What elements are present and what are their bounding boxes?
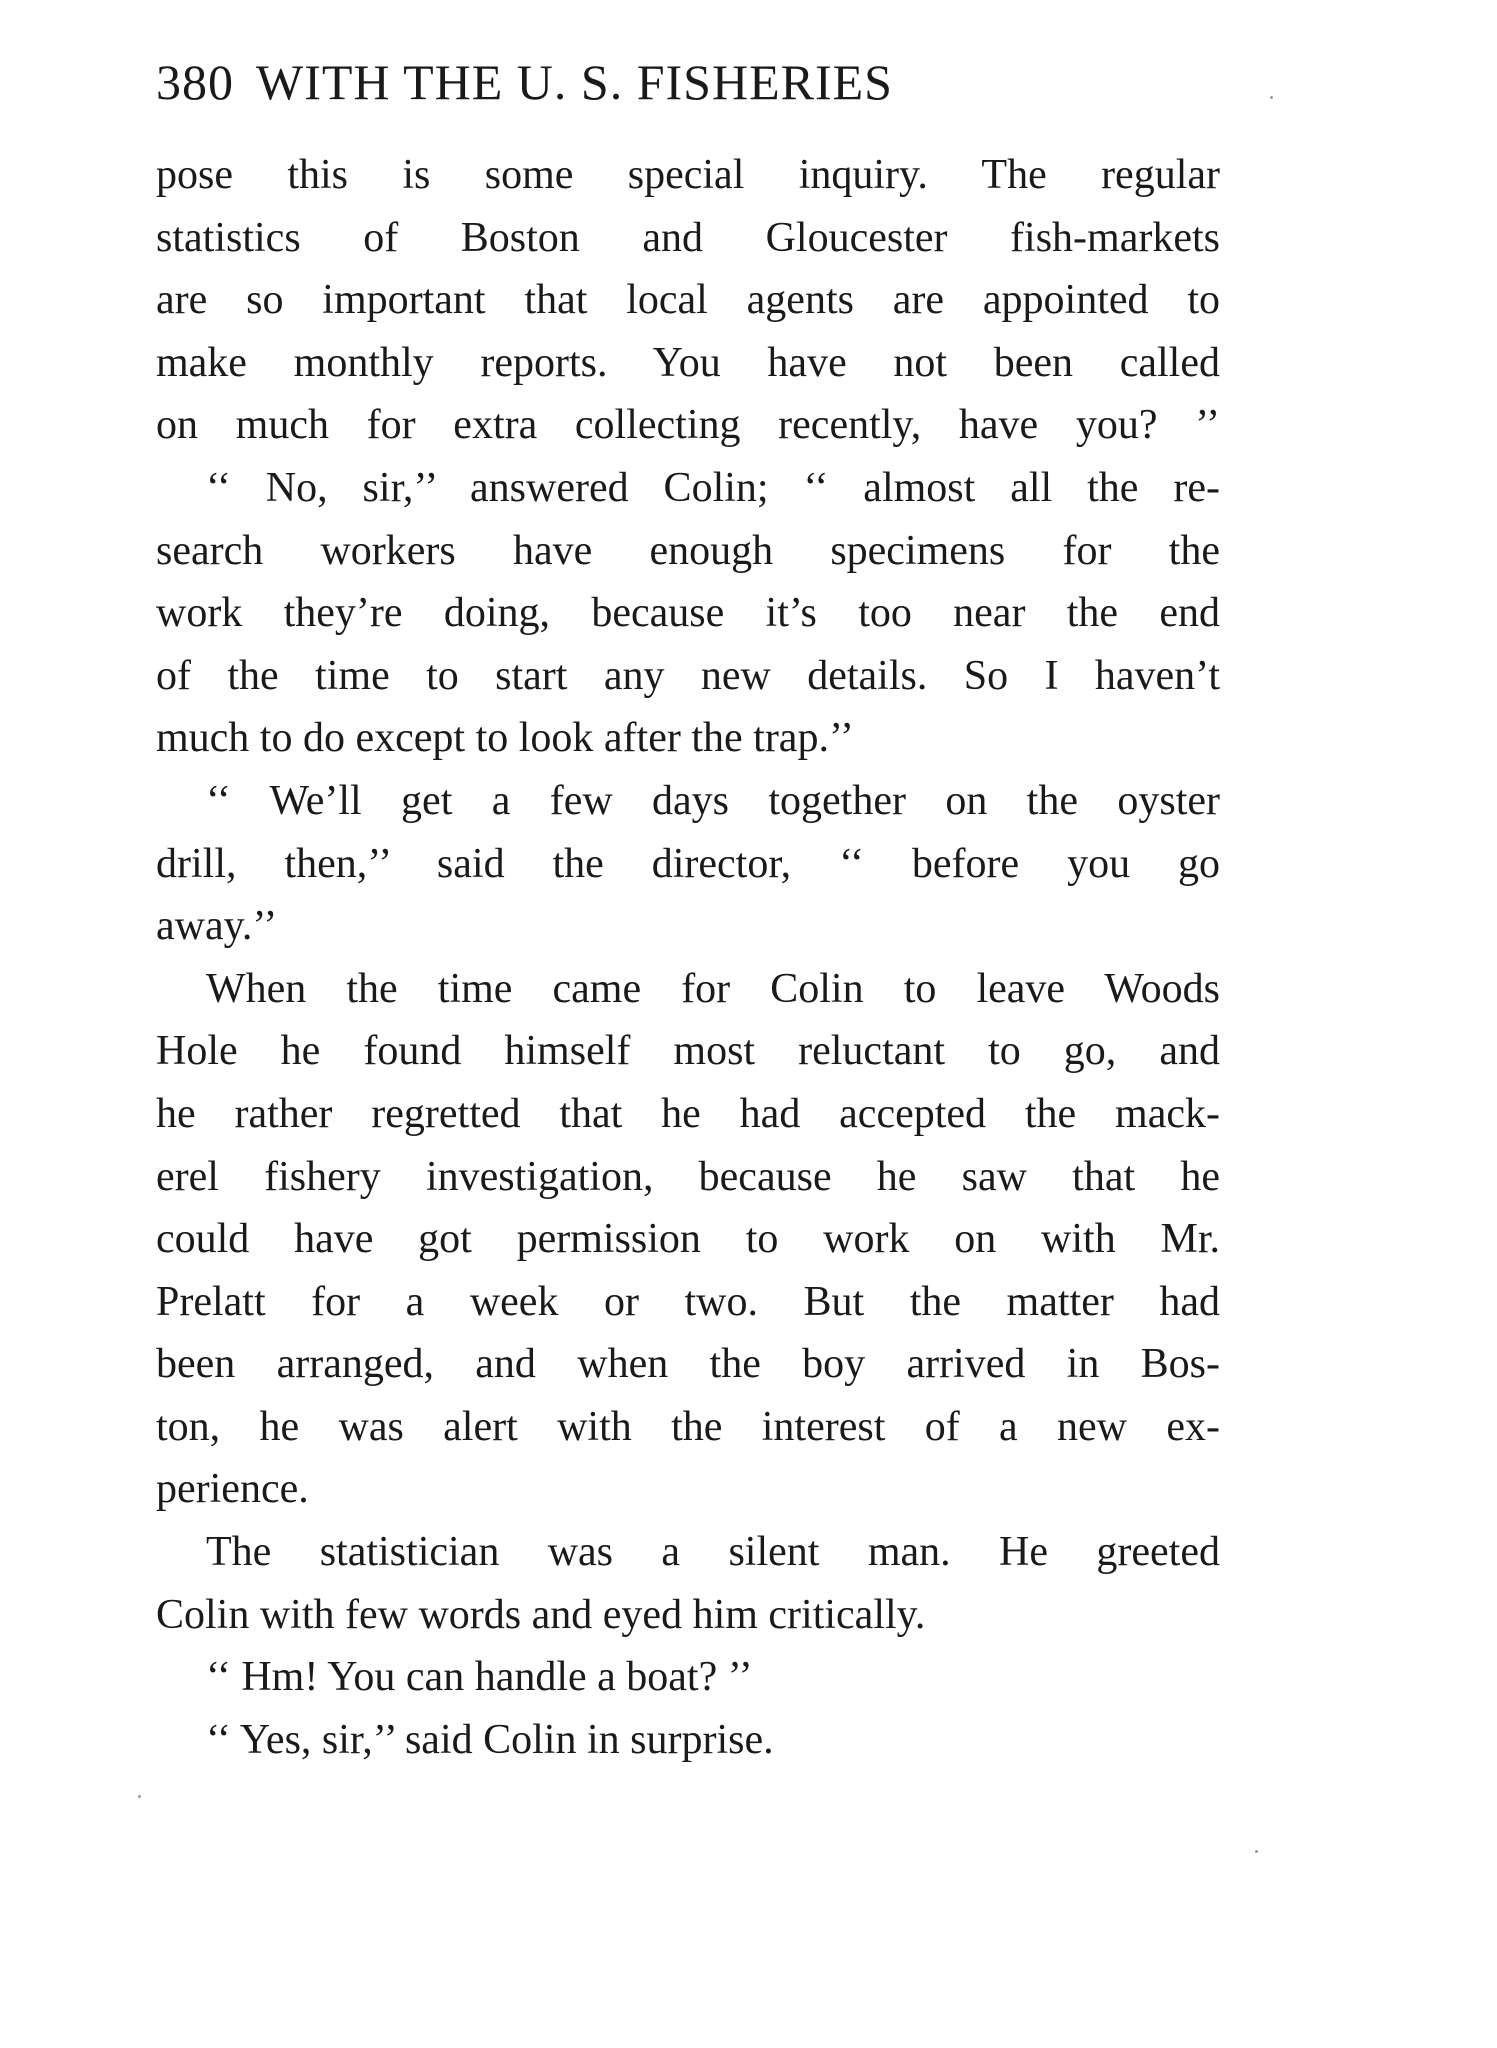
running-title: WITH THE U. S. FISHERIES (256, 54, 893, 110)
text-line: ‘‘ Hm! You can handle a boat? ’’ (206, 1654, 753, 1701)
text-line: ton, he was alert with the interest of a new ex- (156, 1403, 1220, 1450)
text-line: make monthly reports. You have not been called (156, 339, 1220, 386)
text-line: drill, then,’’ said the director, ‘‘ before you go (156, 840, 1220, 887)
text-line: are so important that local agents are appointed to (156, 277, 1220, 324)
text-line: Prelatt for a week or two. But the matter had (156, 1278, 1220, 1325)
text-line: could have got permission to work on with Mr. (156, 1216, 1220, 1263)
text-line: of the time to start any new details. So I haven’t (156, 652, 1220, 699)
running-head (156, 52, 1236, 112)
text-line: The statistician was a silent man. He greeted (206, 1529, 1220, 1576)
text-line: he rather regretted that he had accepted the mack- (156, 1090, 1220, 1137)
text-line: perience. (156, 1466, 309, 1513)
text-line: ‘‘ We’ll get a few days together on the oyster (206, 777, 1220, 824)
text-line: Colin with few words and eyed him critically. (156, 1591, 926, 1638)
text-line: ‘‘ No, sir,’’ answered Colin; ‘‘ almost all the re- (206, 464, 1220, 511)
body-text (156, 144, 1220, 1771)
text-line: statistics of Boston and Gloucester fish-markets (156, 214, 1220, 261)
text-line: ‘‘ Yes, sir,’’ said Colin in surprise. (206, 1716, 774, 1763)
text-line: work they’re doing, because it’s too near the end (156, 590, 1220, 637)
paper-speck (138, 1795, 141, 1798)
text-line: search workers have enough specimens for the (156, 527, 1220, 574)
page-number: 380 (156, 54, 234, 110)
text-line: been arranged, and when the boy arrived in Bos- (156, 1341, 1220, 1388)
text-line: away.’’ (156, 903, 278, 950)
paper-speck (1255, 1850, 1258, 1853)
text-line: erel fishery investigation, because he saw that he (156, 1153, 1220, 1200)
paper-speck (1270, 96, 1273, 99)
text-line: When the time came for Colin to leave Woods (206, 965, 1220, 1012)
text-line: pose this is some special inquiry. The regular (156, 152, 1220, 198)
text-line: Hole he found himself most reluctant to go, and (156, 1028, 1220, 1075)
text-line: on much for extra collecting recently, have you? ’’ (156, 402, 1220, 449)
text-line: much to do except to look after the trap.’’ (156, 715, 854, 762)
